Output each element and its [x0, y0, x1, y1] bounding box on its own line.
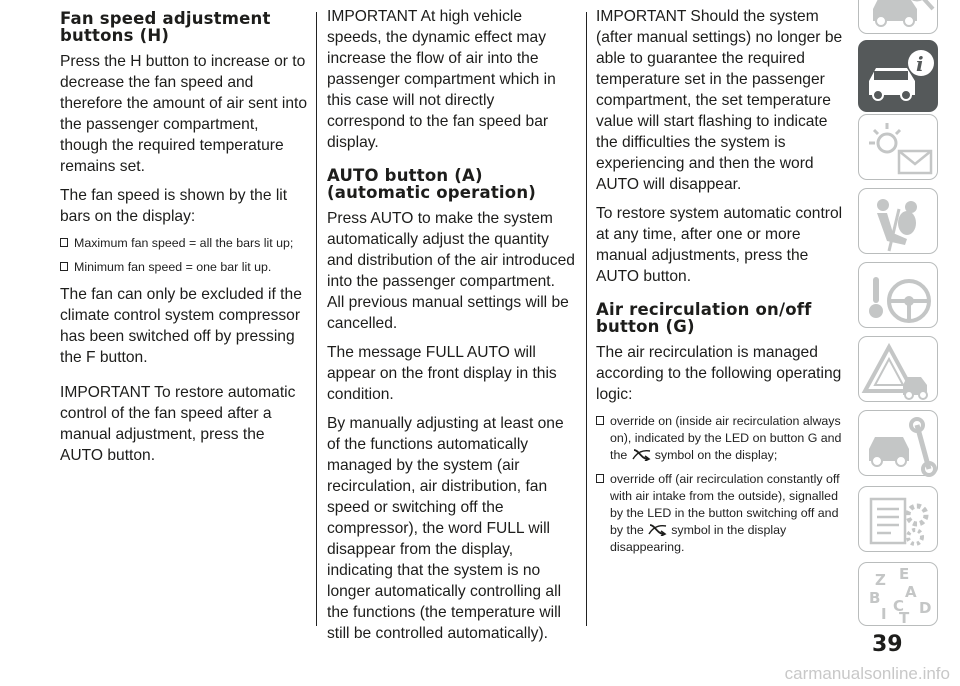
- alphabet-letter: A: [905, 583, 917, 601]
- tab-servicing[interactable]: [858, 410, 938, 476]
- car-wrench-icon: [859, 411, 939, 481]
- list-item: Minimum fan speed = one bar lit up.: [60, 259, 308, 276]
- column-3: [596, 6, 848, 564]
- page-number: 39: [872, 632, 903, 657]
- tab-emergency[interactable]: [858, 336, 938, 402]
- warning-triangle-icon: [859, 337, 939, 407]
- paragraph: Press the H button to increase or to decrease the fan speed and therefore the amount of air sent into the passenger compartment, though the required temperature remains set.: [60, 53, 308, 175]
- paragraph: The fan speed is shown by the lit bars on the display:: [60, 187, 288, 225]
- tab-knowing-your-car[interactable]: [858, 0, 938, 34]
- column-divider: [316, 12, 317, 626]
- checkbox-bullet-icon: [596, 416, 604, 425]
- paragraph: The fan can only be excluded if the climate control system compressor has been switched off by pressing the F button.: [60, 286, 302, 366]
- alphabet-letter: E: [899, 565, 910, 583]
- section-heading-air-recirculation: Air recirculation on/off button (G): [596, 300, 812, 336]
- column-divider: [586, 12, 587, 626]
- recirculation-symbol-icon: [631, 448, 653, 461]
- tab-alphabetical-index[interactable]: [858, 562, 938, 626]
- paragraph: By manually adjusting at least one of the functions automatically managed by the system (air recirculation, air distribution, fan speed or switching off the compressor), the word FULL will disappear from the display, indicating that the system is no longer automatically controlling all the functions (the temperature will still be controlled automatically).: [327, 415, 564, 642]
- column-1: [60, 6, 308, 474]
- watermark: carmanualsonline.info: [784, 664, 950, 683]
- paragraph: To restore system automatic control at any time, after one or more manual adjustments, press the AUTO button.: [596, 205, 843, 285]
- section-heading-auto-button: AUTO button (A) (automatic operation): [327, 166, 537, 202]
- seat-airbag-icon: [859, 189, 939, 259]
- tab-technical-specs[interactable]: [858, 486, 938, 552]
- list-item: override on (inside air recirculation always on), indicated by the LED on button G and the symbol on the display;: [596, 413, 848, 464]
- checkbox-bullet-icon: [596, 474, 604, 483]
- section-heading-fan-speed: Fan speed adjustment buttons (H): [60, 9, 271, 45]
- column-2: [327, 6, 575, 652]
- car-info-icon: [859, 41, 939, 111]
- alphabet-letter: D: [919, 599, 932, 617]
- bullet-list: [596, 413, 848, 556]
- alphabet-letter: T: [899, 609, 910, 627]
- tab-car-info[interactable]: [858, 40, 938, 112]
- list-item: Maximum fan speed = all the bars lit up;: [60, 235, 308, 252]
- bullet-list: [60, 235, 308, 276]
- important-note: IMPORTANT At high vehicle speeds, the dynamic effect may increase the flow of air into the passenger compartment which in this case will not directly correspond to the fan speed bar display.: [327, 8, 556, 151]
- alphabet-letter: B: [869, 589, 881, 607]
- important-note: IMPORTANT To restore automatic control of the fan speed after a manual adjustment, press the AUTO button.: [60, 384, 296, 464]
- recirculation-symbol-icon: [647, 523, 669, 536]
- alphabet-letter: Z: [875, 571, 886, 589]
- alphabet-index-icon: [859, 563, 939, 627]
- list-item: override off (air recirculation constantly off with air intake from the outside), signalled by the LED in the button switching off and by the symbol in the display disappearing.: [596, 471, 848, 556]
- important-note: IMPORTANT Should the system (after manual settings) no longer be able to guarantee the required temperature set in the passenger compartment, the set temperature value will start flashing to indicate the difficulties the system is experiencing and then the word AUTO will disappear.: [596, 8, 843, 193]
- alphabet-letter: I: [881, 605, 887, 623]
- paragraph: Press AUTO to make the system automatically adjust the quantity and distribution of the air introduced into the passenger compartment. All previous manual settings will be cancelled.: [327, 210, 575, 332]
- car-search-icon: [859, 0, 939, 39]
- steering-wheel-icon: [859, 263, 939, 333]
- checkbox-bullet-icon: [60, 238, 68, 247]
- tab-starting-driving[interactable]: [858, 262, 938, 328]
- tab-warning-lights[interactable]: [858, 114, 938, 180]
- checkbox-bullet-icon: [60, 262, 68, 271]
- tab-safety[interactable]: [858, 188, 938, 254]
- paragraph: The air recirculation is managed according to the following operating logic:: [596, 344, 842, 403]
- svg-text:i: i: [916, 52, 924, 76]
- spec-list-gear-icon: [859, 487, 939, 557]
- paragraph: The message FULL AUTO will appear on the front display in this condition.: [327, 344, 557, 403]
- warning-light-mail-icon: [859, 115, 939, 185]
- alphabet-letter: C: [893, 597, 905, 615]
